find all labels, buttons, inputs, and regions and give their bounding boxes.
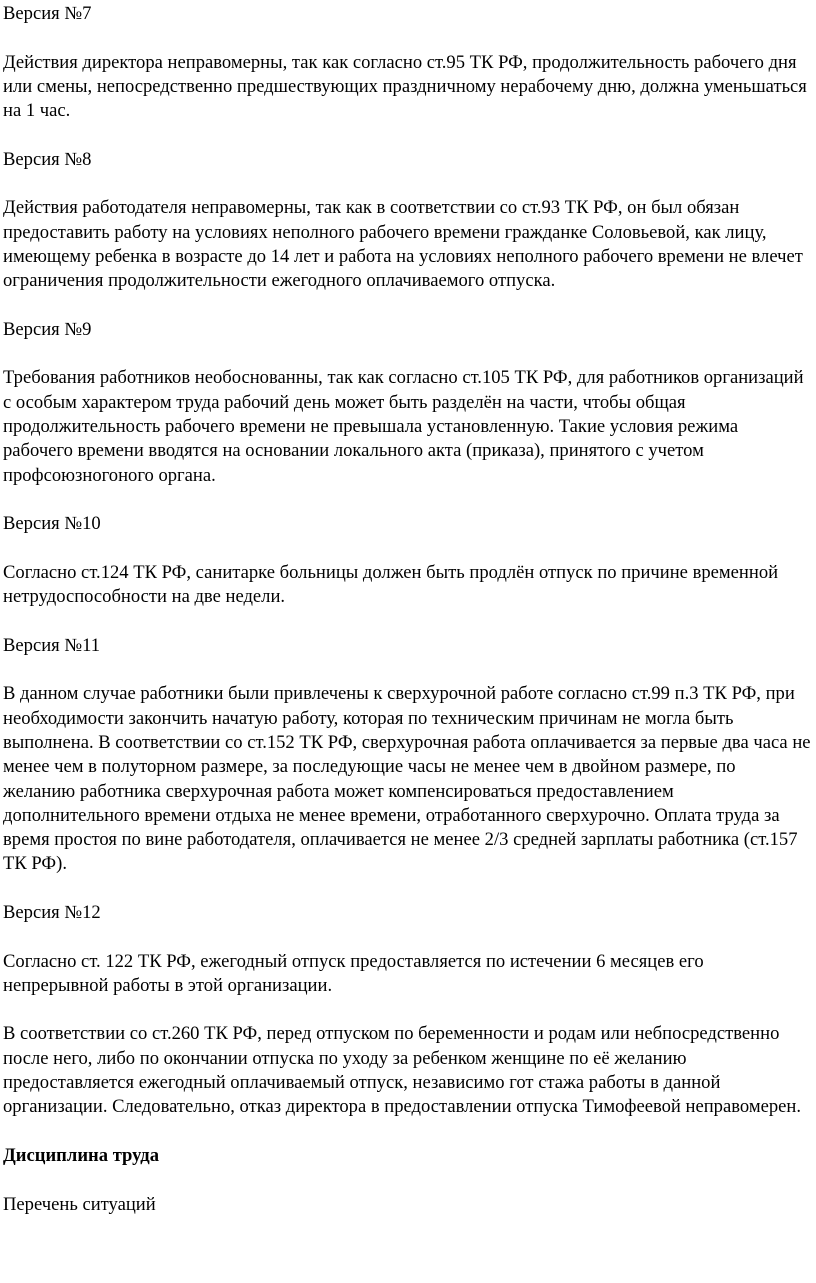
version-11-title: Версия №11 (3, 634, 100, 656)
spacer (3, 658, 811, 682)
version-11-body: В данном случае работники были привлечены к сверхурочной работе согласно ст.99 п.3 ТК РФ, при необходимости закончить начатую работу, которая по техническим причинам не могла быть выполнена. В соответствии со ст.152 ТК РФ, сверхурочная работа оплачивается за первые два часа не менее чем в полуторном размере, за последующие часы не менее чем в двойном размере, по желанию работника сверхурочная работа может компенсироваться предоставлением дополнительного времени отдыха не менее времени, отработанного сверхурочно. Оплата труда за время простоя по вине работодателя, оплачивается не менее 2/3 средней зарплаты работника (ст.157 ТК РФ). (3, 683, 811, 875)
spacer (3, 123, 811, 147)
version-9-title: Версия №9 (3, 318, 92, 340)
spacer (3, 925, 811, 949)
spacer (3, 26, 811, 50)
version-7-body: Действия директора неправомерны, так как согласно ст.95 ТК РФ, продолжительность рабочего дня или смены, непосредственно предшествующих праздничному нерабочему дню, должна уменьшаться на 1 час. (3, 51, 807, 122)
spacer (3, 998, 811, 1022)
version-7-title: Версия №7 (3, 3, 92, 24)
version-8-body: Действия работодателя неправомерны, так как в соответствии со ст.93 ТК РФ, он был обязан предоставить работу на условиях неполного рабочего времени гражданке Соловьевой, как лицу, имеющему ребенка в возрасте до 14 лет и работа на условиях неполного рабочего времени не влечет ограничения продолжительности ежегодного оплачиваемого отпуска. (3, 197, 803, 292)
section-heading: Дисциплина труда (3, 1144, 159, 1166)
version-10-title: Версия №10 (3, 513, 101, 535)
version-10-body: Согласно ст.124 ТК РФ, санитарке больницы должен быть продлён отпуск по причине временной нетрудоспособности на две недели. (3, 561, 779, 608)
spacer (3, 537, 811, 561)
version-8-title: Версия №8 (3, 148, 92, 170)
spacer (3, 488, 811, 512)
version-9-body: Требования работников необоснованны, так как согласно ст.105 ТК РФ, для работников организаций с особым характером труда рабочий день может быть разделён на части, чтобы общая продолжительность рабочего времени не превышала установленную. Такие условия режима рабочего времени вводятся на основании локального акта (приказа), принятого с учетом профсоюзногоного органа. (3, 367, 804, 486)
version-12-body-1: Согласно ст. 122 ТК РФ, ежегодный отпуск предоставляется по истечении 6 месяцев его непрерывной работы в этой организации. (3, 950, 704, 996)
spacer (3, 294, 811, 318)
spacer (3, 342, 811, 366)
spacer (3, 609, 811, 633)
spacer (3, 877, 811, 901)
list-heading: Перечень ситуаций (3, 1193, 156, 1215)
spacer (3, 1120, 811, 1144)
spacer (3, 1168, 811, 1192)
version-12-title: Версия №12 (3, 901, 101, 923)
spacer (3, 172, 811, 196)
version-12-body-2: В соответствии со ст.260 ТК РФ, перед отпуском по беременности и родам или небпосредственно после него, либо по окончании отпуска по уходу за ребенком женщине по её желанию предоставляется ежегодный оплачиваемый отпуск, независимо гот стажа работы в данной организации. Следовательно, отказ директора в предоставлении отпуска Тимофеевой неправомерен. (3, 1023, 801, 1118)
